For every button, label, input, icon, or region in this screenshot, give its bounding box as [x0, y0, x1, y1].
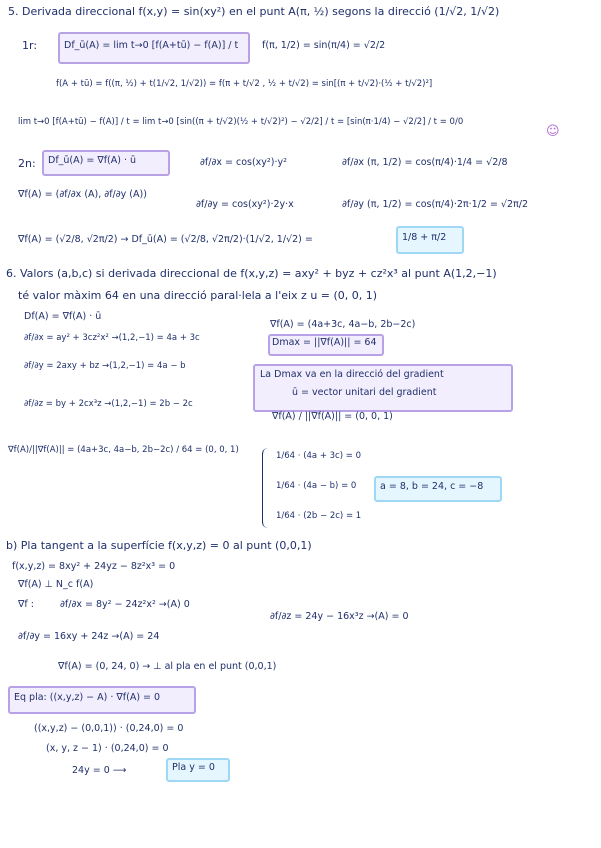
p5-r1-def: Df_ū(A) = lim t→0 [f(A+tū) − f(A)] / t	[64, 40, 239, 51]
p5-r2-dfdy-val: ∂f/∂y (π, 1/2) = cos(π/4)·2π·1/2 = √2π/2	[342, 199, 528, 210]
p6b-dfdy: ∂f/∂y = 16xy + 24z →(A) = 24	[18, 631, 160, 642]
p6-system-brace	[262, 448, 271, 528]
p5-r1-expand: f(A + tū) = f((π, ½) + t(1/√2, 1/√2)) = f(π + t/√2 , ½ + t/√2) = sin[(π + t/√2)·(½ + t/√2)²]	[56, 79, 433, 89]
p6-sys3: 1/64 · (2b − 2c) = 1	[276, 511, 362, 521]
p6-dmax: Dmax = ||∇f(A)|| = 64	[272, 337, 377, 348]
p6b-eq: Eq pla: ((x,y,z) − A) · ∇f(A) = 0	[14, 692, 161, 703]
p5-r2-label: 2n:	[18, 157, 36, 170]
smiley-icon: ☺	[546, 124, 560, 139]
p6b-final: Pla y = 0	[172, 762, 215, 773]
p5-result: 1/8 + π/2	[402, 232, 447, 243]
p6-title: 6. Valors (a,b,c) si derivada direccional de f(x,y,z) = axy² + byz + cz²x³ al punt A(1,2,−1)	[6, 267, 497, 280]
p6-frac: ∇f(A)/||∇f(A)|| = (4a+3c, 4a−b, 2b−2c) / 64 = (0, 0, 1)	[8, 445, 239, 455]
p5-r1-fa: f(π, 1/2) = sin(π/4) = √2/2	[262, 40, 386, 51]
p6b-step2: (x, y, z − 1) · (0,24,0) = 0	[46, 743, 169, 754]
p6b-step1: ((x,y,z) − (0,0,1)) · (0,24,0) = 0	[34, 723, 184, 734]
p6-unit: ∇f(A) / ||∇f(A)|| = (0, 0, 1)	[272, 411, 393, 422]
p6b-grad-a: ∇f(A) = (0, 24, 0) → ⊥ al pla en el punt (0,0,1)	[58, 661, 277, 672]
p6-dfdz: ∂f/∂z = by + 2cx³z →(1,2,−1) = 2b − 2c	[24, 399, 193, 409]
p6-solution: a = 8, b = 24, c = −8	[380, 481, 484, 492]
p6-dfdy: ∂f/∂y = 2axy + bz →(1,2,−1) = 4a − b	[24, 361, 186, 371]
p5-r2-dfdy: ∂f/∂y = cos(xy²)·2y·x	[196, 199, 294, 210]
p5-r1-label: 1r:	[22, 39, 38, 52]
p6b-title: b) Pla tangent a la superfície f(x,y,z) = 0 al punt (0,0,1)	[6, 539, 312, 552]
p6b-dfdz: ∂f/∂z = 24y − 16x³z →(A) = 0	[270, 611, 409, 622]
p5-r2-dfdx: ∂f/∂x = cos(xy²)·y²	[200, 157, 287, 168]
p5-r2-def: Df_ū(A) = ∇f(A) · ū	[48, 155, 137, 166]
p6b-dfdx: ∂f/∂x = 8y² − 24z²x² →(A) 0	[60, 599, 190, 610]
p6-title2: té valor màxim 64 en una direcció paral·lela a l'eix z u = (0, 0, 1)	[18, 289, 378, 302]
p5-r2-gradval: ∇f(A) = (√2/8, √2π/2) → Df_ū(A) = (√2/8, √2π/2)·(1/√2, 1/√2) =	[18, 234, 313, 245]
p6-note2: ū = vector unitari del gradient	[292, 387, 437, 398]
p5-r2-grad: ∇f(A) = (∂f/∂x (A), ∂f/∂y (A))	[18, 189, 147, 200]
p5-title: 5. Derivada direccional f(x,y) = sin(xy²) en el punt A(π, ½) segons la direcció (1/√2, 1/√2)	[8, 5, 500, 18]
p6-sys1: 1/64 · (4a + 3c) = 0	[276, 451, 361, 461]
p6-grad-a: ∇f(A) = (4a+3c, 4a−b, 2b−2c)	[270, 319, 416, 330]
p6-sys2: 1/64 · (4a − b) = 0	[276, 481, 357, 491]
p5-r1-limit: lim t→0 [f(A+tū) − f(A)] / t = lim t→0 [sin((π + t/√2)(½ + t/√2)²) − √2/2] / t = [sin(π·1/4) − √2/2] / t = 0/0	[18, 117, 464, 127]
p6b-grad-label: ∇f :	[18, 599, 34, 610]
p6-dfdx: ∂f/∂x = ay² + 3cz²x² →(1,2,−1) = 4a + 3c	[24, 333, 200, 343]
p6b-f: f(x,y,z) = 8xy² + 24yz − 8z²x³ = 0	[12, 561, 176, 572]
p6b-perp: ∇f(A) ⊥ N_c f(A)	[18, 579, 94, 590]
p6-def: Df(A) = ∇f(A) · ū	[24, 311, 102, 322]
p5-r2-dfdx-val: ∂f/∂x (π, 1/2) = cos(π/4)·1/4 = √2/8	[342, 157, 508, 168]
p6b-step3: 24y = 0 ⟶	[72, 765, 127, 776]
p6-note1: La Dmax va en la direcció del gradient	[260, 369, 444, 380]
